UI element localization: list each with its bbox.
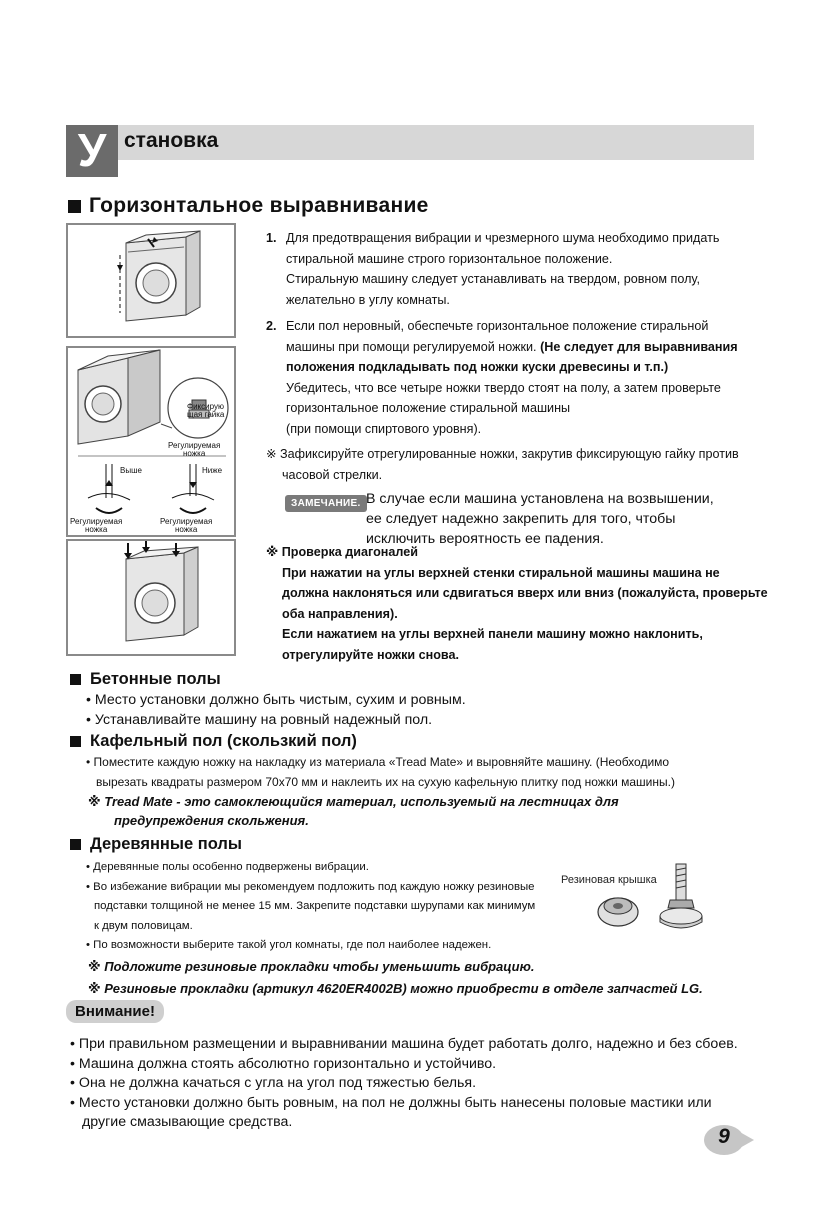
diagonal-check-line: оба направления). (282, 606, 398, 621)
step-2-line: горизонтальное положение стиральной машины (286, 401, 571, 415)
step-2-line: Убедитесь, что все четыре ножки твердо стоят на полу, а затем проверьте (286, 380, 721, 395)
diagonal-check-line: отрегулируйте ножки снова. (282, 647, 460, 662)
fixing-nut-label-line2: щая гайка (187, 410, 225, 419)
rubber-pad-note: ※ Подложите резиновые прокладки чтобы уменьшить вибрацию. (88, 959, 535, 974)
diagonal-check-illustration-icon (68, 541, 234, 654)
list-item: другие смазывающие средства. (82, 1114, 293, 1130)
square-bullet-icon (70, 839, 81, 850)
step-2 (266, 316, 738, 439)
note-text (366, 489, 714, 549)
diagonal-check (266, 542, 768, 665)
rubber-cap-label: Резиновая крышка (561, 874, 657, 886)
concrete-floors-list (86, 690, 466, 730)
wood-floors-notes (88, 956, 703, 1000)
header-initial-letter: У (66, 125, 118, 177)
concrete-floors-heading (70, 670, 221, 689)
step-1-line: Стиральную машину следует устанавливать на твердом, ровном полу, (286, 272, 700, 286)
adjustable-foot-label-line2: ножка (183, 449, 206, 458)
fix-nut-note-line: ※ Зафиксируйте отрегулированные ножки, закрутив фиксирующую гайку против (266, 447, 739, 461)
tread-mate-note-line: предупреждения скольжения. (114, 813, 309, 828)
list-item: • Во избежание вибрации мы рекомендуем подложить под каждую ножку резиновые (86, 880, 535, 893)
page-number-badge (702, 1123, 754, 1157)
note-badge-text: ЗАМЕЧАНИЕ. (285, 495, 367, 512)
tile-floor-heading (70, 732, 357, 751)
tile-floor-title: Кафельный пол (скользкий пол) (90, 732, 357, 750)
caution-badge-text: Внимание! (66, 1000, 164, 1023)
diagonal-check-title: ※ Проверка диагоналей (266, 545, 418, 559)
fix-nut-note (266, 444, 739, 485)
list-item: • Место установки должно быть ровным, на пол не должны быть нанесены половые мастики или (70, 1094, 712, 1111)
adjustable-foot-label-line1: Регулируемая (168, 441, 221, 450)
note-line: исключить вероятность ее падения. (366, 531, 604, 547)
washer-illustration-icon (68, 225, 234, 336)
tread-mate-note-line: ※ Tread Mate - это самоклеющийся материал, используемый на лестницах для (88, 794, 619, 809)
note-badge (285, 493, 367, 511)
list-item: • По возможности выберите такой угол комнаты, где пол наиболее надежен. (86, 939, 492, 951)
step-2-line: машины при помощи регулируемой ножки. (286, 339, 541, 354)
list-item: вырезать квадраты размером 70x70 мм и наклеить их на сухую кафельную плитку под ножки машины.) (96, 775, 675, 789)
list-item: • При правильном размещении и выравнивании машина будет работать долго, надежно и без сбоев. (70, 1036, 738, 1052)
figure-foot-adjustment (66, 346, 236, 537)
step-1-number: 1. (266, 231, 277, 245)
step-2-line: (при помощи спиртового уровня). (286, 421, 482, 436)
fix-nut-note-line: часовой стрелки. (282, 467, 383, 482)
step-1 (266, 228, 719, 310)
square-bullet-icon (70, 674, 81, 685)
step-2-line: Если пол неровный, обеспечьте горизонтальное положение стиральной (286, 319, 709, 333)
step-1-line: желательно в углу комнаты. (286, 292, 450, 307)
list-item: • Она не должна качаться с угла на угол под тяжестью белья. (70, 1075, 477, 1091)
step-2-number: 2. (266, 319, 277, 333)
step-1-line: стиральной машине строго горизонтальное положение. (286, 251, 613, 266)
adjustable-foot-left-line1: Регулируемая (70, 517, 123, 526)
adjustable-foot-left-line2: ножка (85, 525, 108, 534)
square-bullet-icon (70, 736, 81, 747)
diagonal-check-line: Если нажатием на углы верхней панели машину можно наклонить, (282, 627, 703, 641)
list-item: • Устанавливайте машину на ровный надежный пол. (86, 712, 433, 728)
note-line: В случае если машина установлена на возвышении, (366, 491, 714, 507)
wood-floors-title: Деревянные полы (90, 835, 242, 853)
list-item: • Поместите каждую ножку на накладку из материала «Tread Mate» и выровняйте машину. (Необходимо (86, 755, 670, 769)
page-number: 9 (718, 1125, 730, 1148)
higher-label: Выше (120, 466, 142, 475)
adjustable-foot-left-label (70, 518, 122, 534)
step-2-warning-bold: (Не следует для выравнивания (540, 339, 738, 354)
adjustable-foot-right-label (160, 518, 212, 534)
fixing-nut-label-line1: Фиксирую (187, 402, 224, 411)
diagonal-check-line: должна наклоняться или сдвигаться вверх или вниз (пожалуйста, проверьте (282, 586, 768, 600)
figure-diagonal-check (66, 539, 236, 656)
section-title (68, 194, 429, 218)
step-2-warning-bold: положения подкладывать под ножки куски древесины и т.п.) (286, 360, 669, 374)
list-item: • Машина должна стоять абсолютно горизонтально и устойчиво. (70, 1055, 497, 1072)
section-title-text: Горизонтальное выравнивание (89, 194, 429, 217)
note-line: ее следует надежно закрепить для того, чтобы (366, 511, 676, 527)
caution-badge (66, 1003, 164, 1021)
figure-washer-level (66, 223, 236, 338)
list-item: подставки толщиной не менее 15 мм. Закрепите подставки шурупами как минимум (94, 900, 536, 912)
lower-label: Ниже (202, 466, 223, 475)
adjustable-foot-right-line2: ножка (175, 525, 198, 534)
diagonal-check-line: При нажатии на углы верхней стенки стиральной машины машина не (282, 565, 720, 580)
list-item: • Деревянные полы особенно подвержены вибрации. (86, 861, 369, 873)
rubber-cap-icon (590, 856, 720, 936)
list-item: к двум половицам. (94, 919, 193, 932)
square-bullet-icon (68, 200, 81, 213)
tread-mate-note (88, 792, 619, 830)
tile-floor-list (86, 752, 675, 792)
page-title: становка (124, 129, 219, 152)
wood-floors-list (86, 858, 535, 956)
fixing-nut-label (187, 403, 224, 419)
list-item: • Место установки должно быть чистым, сухим и ровным. (86, 692, 466, 708)
concrete-floors-title: Бетонные полы (90, 670, 221, 688)
step-1-line: Для предотвращения вибрации и чрезмерного шума необходимо придать (286, 231, 720, 245)
adjustable-foot-label (168, 442, 220, 458)
rubber-cap-figure (590, 856, 720, 936)
caution-list (70, 1035, 738, 1133)
wood-floors-heading (70, 835, 242, 854)
adjustable-foot-right-line1: Регулируемая (160, 517, 213, 526)
rubber-pad-part-note: ※ Резиновые прокладки (артикул 4620ER4002B) можно приобрести в отделе запчастей LG. (88, 981, 703, 996)
